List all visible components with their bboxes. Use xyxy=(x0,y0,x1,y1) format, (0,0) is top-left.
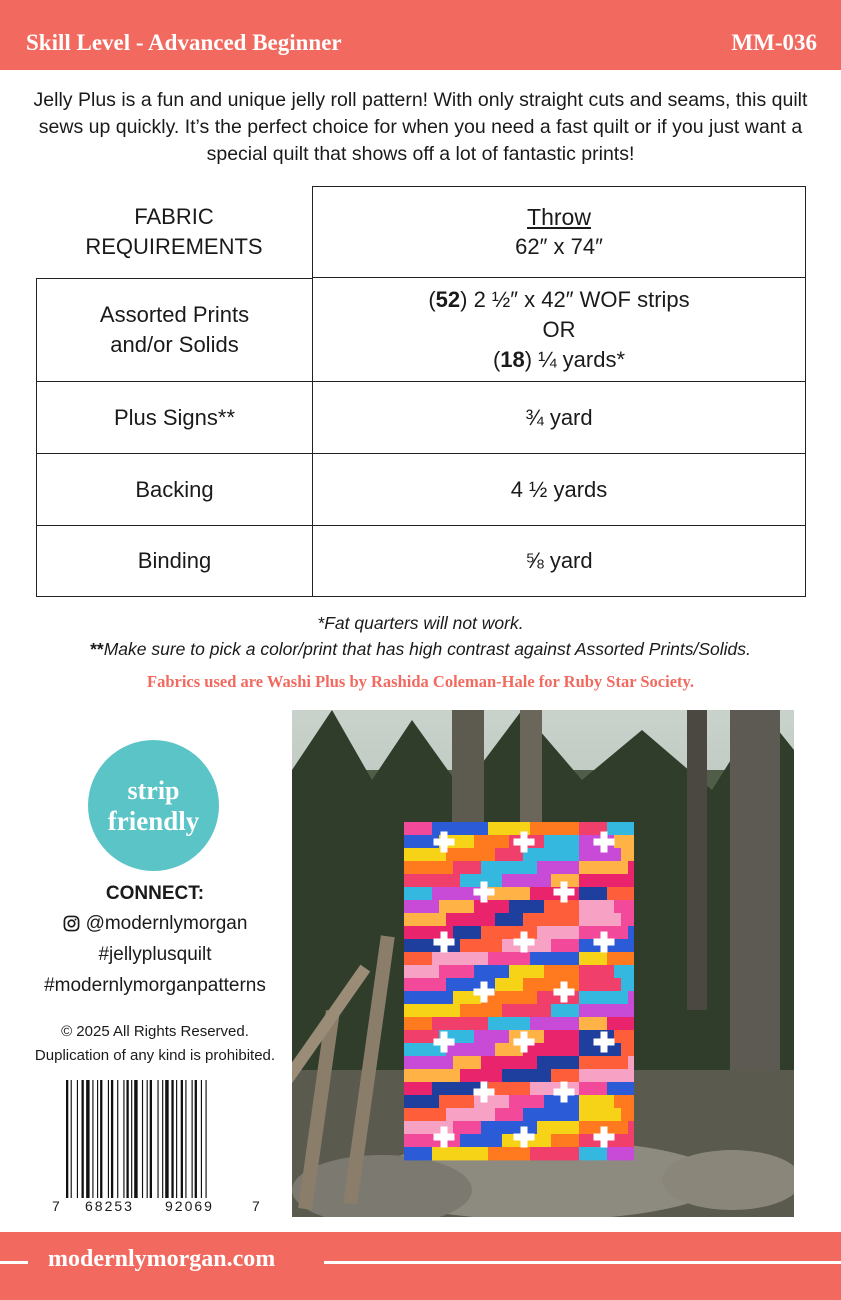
quilt-strip xyxy=(404,1108,446,1121)
quilt-strip xyxy=(439,1095,474,1108)
table-header-row xyxy=(36,186,806,278)
barcode-bar xyxy=(97,1080,98,1198)
quilt-strip xyxy=(404,1056,453,1069)
quilt-strip xyxy=(579,900,614,913)
quilt-strip xyxy=(488,1017,530,1030)
row-value: ⅝ yard xyxy=(312,526,806,597)
footnotes xyxy=(20,610,821,662)
quilt-plus-sign xyxy=(521,832,528,853)
quilt-strip xyxy=(502,1069,551,1082)
quilt-strip xyxy=(404,1069,460,1082)
barcode-bar xyxy=(71,1080,72,1198)
quilt-strip xyxy=(404,900,439,913)
connect-heading: CONNECT: xyxy=(105,883,205,904)
fabric-credit: Fabrics used are Washi Plus by Rashida Coleman-Hale for Ruby Star Society. xyxy=(147,672,694,691)
barcode-bar xyxy=(117,1080,118,1198)
quilt-strip xyxy=(530,952,579,965)
header-size xyxy=(312,186,806,278)
quilt-strip xyxy=(460,939,502,952)
quilt-strip xyxy=(544,965,579,978)
barcode-bar xyxy=(123,1080,124,1198)
row-label-line1: Assorted Prints xyxy=(99,302,250,327)
table-row xyxy=(36,454,806,526)
quilt-strip xyxy=(628,861,634,874)
quilt-strip xyxy=(523,913,579,926)
header-label-line2: REQUIREMENTS xyxy=(85,234,263,259)
quilt-strip xyxy=(495,978,523,991)
quarter-spec: ¼ yards* xyxy=(532,346,626,372)
quilt-strip xyxy=(495,913,523,926)
quilt-strip xyxy=(544,1030,579,1043)
duplication-line: Duplication of any kind is prohibited. xyxy=(34,1047,276,1064)
barcode xyxy=(52,1080,262,1218)
footnote-contrast xyxy=(20,636,821,662)
quilt-strip xyxy=(446,848,495,861)
barcode-bar xyxy=(142,1080,143,1198)
footer-rule-right xyxy=(324,1261,841,1264)
instagram-handle-row xyxy=(40,908,270,939)
barcode-bar xyxy=(150,1080,152,1198)
barcode-bar xyxy=(201,1080,202,1198)
quilt-strip xyxy=(404,1017,432,1030)
footnote-marker: ** xyxy=(90,639,104,659)
quilt-strip xyxy=(579,913,621,926)
quilt-plus-sign xyxy=(481,1082,488,1103)
quilt-strip xyxy=(607,952,634,965)
quilt-plus-sign xyxy=(481,982,488,1003)
quilt-strip xyxy=(446,913,495,926)
badge-line2: friendly xyxy=(107,805,200,836)
header-bar xyxy=(0,0,841,70)
barcode-bar xyxy=(195,1080,197,1198)
barcode-bar xyxy=(206,1080,207,1198)
quilt-plus-sign xyxy=(441,932,448,953)
quilt-strip xyxy=(579,965,614,978)
quilt-strip xyxy=(460,1134,502,1147)
instagram-icon xyxy=(63,915,80,932)
barcode-bar xyxy=(181,1080,183,1198)
quilt-strip xyxy=(488,952,530,965)
quilt-plus-sign xyxy=(441,1127,448,1148)
copyright-line: © 2025 All Rights Reserved. xyxy=(61,1023,249,1040)
row-value xyxy=(312,278,806,382)
quilt-strip xyxy=(404,1095,439,1108)
quilt-strip xyxy=(628,1056,634,1069)
quilt-strip xyxy=(404,822,432,835)
quilt-strip xyxy=(453,861,481,874)
quilt-strip xyxy=(628,926,634,939)
value-line2: OR xyxy=(542,316,576,342)
quilt-strip xyxy=(614,965,634,978)
quilt-strip xyxy=(404,952,432,965)
table-row xyxy=(36,278,806,382)
strip-spec: 2 ½″ x 42″ WOF strips xyxy=(467,286,690,312)
quilt-strip xyxy=(453,926,481,939)
quilt-strip xyxy=(404,861,453,874)
row-value: 4 ½ yards xyxy=(312,454,806,526)
barcode-bars xyxy=(66,1080,246,1198)
quilt-strip xyxy=(579,1147,607,1160)
quilt-strip xyxy=(551,939,579,952)
barcode-bar xyxy=(147,1080,148,1198)
hashtag-patterns: #modernlymorganpatterns xyxy=(44,975,266,996)
barcode-bar xyxy=(185,1080,186,1198)
quilt-strip xyxy=(579,887,607,900)
quilt-strip xyxy=(404,965,439,978)
quilt-strip xyxy=(404,1004,460,1017)
copyright-notice xyxy=(30,1020,280,1068)
quilt-plus-sign xyxy=(601,832,608,853)
instagram-handle[interactable]: @modernlymorgan xyxy=(85,913,248,934)
quilt-strip xyxy=(439,965,474,978)
barcode-bar xyxy=(92,1080,93,1198)
quilt-strip xyxy=(621,848,634,861)
row-label-line2: and/or Solids xyxy=(110,332,239,357)
barcode-bar xyxy=(176,1080,177,1198)
quilt-plus-sign xyxy=(521,932,528,953)
quilt-strip xyxy=(474,900,509,913)
quilt-strip xyxy=(551,1004,579,1017)
quilt-strip xyxy=(579,848,621,861)
quilt-strip xyxy=(621,1108,634,1121)
quilt-strip xyxy=(460,1069,502,1082)
tree-trunk xyxy=(520,710,542,830)
quilt-strip xyxy=(579,1056,628,1069)
quilt-strip xyxy=(607,1082,634,1095)
quilt-strip xyxy=(481,1121,537,1134)
quilt-plus-sign xyxy=(561,982,568,1003)
quilt-strip xyxy=(579,874,634,887)
barcode-bar xyxy=(77,1080,78,1198)
barcode-bar xyxy=(100,1080,102,1198)
quilt-strip xyxy=(502,1004,551,1017)
quilt-plus-sign xyxy=(441,832,448,853)
header-label-line1: FABRIC xyxy=(134,204,214,229)
footer-bar xyxy=(0,1232,841,1300)
quilt-strip xyxy=(607,1147,634,1160)
quilt-strip xyxy=(614,1030,634,1043)
quilt-strip xyxy=(530,1017,579,1030)
quilt-strip xyxy=(481,926,537,939)
quilt-strip xyxy=(537,861,579,874)
quilt-plus-sign xyxy=(441,1032,448,1053)
connect-block xyxy=(40,880,270,1001)
barcode-check-digit: 7 xyxy=(252,1198,260,1214)
quilt-strip xyxy=(453,1056,481,1069)
quilt-strip xyxy=(614,900,634,913)
website-link[interactable]: modernlymorgan.com xyxy=(48,1246,276,1272)
quilt-strip xyxy=(530,822,579,835)
quilt-plus-sign xyxy=(601,1032,608,1053)
quilt-strip xyxy=(474,1095,509,1108)
barcode-bar xyxy=(171,1080,173,1198)
quilt-strip xyxy=(579,952,607,965)
quilt-strip xyxy=(432,822,488,835)
barcode-lead-digit: 7 xyxy=(52,1198,60,1214)
quilt-strip xyxy=(502,874,551,887)
quilt-strip xyxy=(446,1108,495,1121)
footnote-contrast-text: Make sure to pick a color/print that has high contrast against Assorted Prints/Solids. xyxy=(103,639,751,659)
quilt-strip xyxy=(404,887,432,900)
row-label: Binding xyxy=(36,526,312,597)
barcode-bar xyxy=(131,1080,132,1198)
quilt-strip xyxy=(474,1030,509,1043)
barcode-group1: 68253 xyxy=(85,1198,134,1214)
quilt-strip xyxy=(607,822,634,835)
skill-level: Skill Level - Advanced Beginner xyxy=(26,30,342,55)
quilt-strip xyxy=(621,913,634,926)
quilt-strip xyxy=(481,1056,537,1069)
quilt-strip xyxy=(537,1121,579,1134)
quilt-strip xyxy=(509,965,544,978)
quilt-strip xyxy=(621,978,634,991)
barcode-bar xyxy=(86,1080,89,1198)
quilt-strip xyxy=(509,900,544,913)
quilt-strip xyxy=(614,835,634,848)
quilt-strip xyxy=(495,848,523,861)
intro-paragraph: Jelly Plus is a fun and unique jelly roll pattern! With only straight cuts and seams, this quilt sews up quickly. It’s the perfect choice for when you need a fast quilt or if you just want a special quilt that shows off a lot of fantastic prints! xyxy=(33,89,808,165)
quilt-strip xyxy=(495,1108,523,1121)
quilt-strip xyxy=(404,848,446,861)
quilt-plus-sign xyxy=(601,932,608,953)
barcode-bar xyxy=(126,1080,128,1198)
quilt-strip xyxy=(453,1121,481,1134)
quilt-strip xyxy=(460,1004,502,1017)
barcode-bar xyxy=(157,1080,158,1198)
quilt-strip xyxy=(607,1017,634,1030)
quilt-strip xyxy=(404,1147,432,1160)
row-value: ¾ yard xyxy=(312,382,806,454)
barcode-digits xyxy=(52,1196,262,1218)
barcode-bar xyxy=(134,1080,137,1198)
quilt-strip xyxy=(474,965,509,978)
barcode-bar xyxy=(192,1080,193,1198)
quarter-count: 18 xyxy=(500,346,525,372)
quilt-strip xyxy=(474,835,509,848)
quilt-strip xyxy=(488,1147,530,1160)
quilt-strip xyxy=(579,861,628,874)
quilt-strip xyxy=(481,861,537,874)
quilt-strip xyxy=(404,913,446,926)
quilt-strip xyxy=(621,1043,634,1056)
quilt-strip xyxy=(432,952,488,965)
quilt-plus-sign xyxy=(561,882,568,903)
quilt-strip xyxy=(404,991,453,1004)
row-label: Plus Signs** xyxy=(36,382,312,454)
row-label: Backing xyxy=(36,454,312,526)
quilt-strip xyxy=(439,900,474,913)
pattern-code: MM-036 xyxy=(731,30,817,55)
size-name: Throw xyxy=(527,204,591,230)
quilt-strip xyxy=(432,1017,488,1030)
quilt-strip xyxy=(509,1095,544,1108)
quilt-strip xyxy=(579,991,628,1004)
quilt-strip xyxy=(404,874,460,887)
size-dims: 62″ x 74″ xyxy=(515,234,603,259)
barcode-bar xyxy=(165,1080,168,1198)
table-row xyxy=(36,382,806,454)
table-row xyxy=(36,526,806,597)
quilt-strip xyxy=(523,848,579,861)
footnote-fat-quarters: *Fat quarters will not work. xyxy=(317,613,524,633)
strip-friendly-badge xyxy=(88,740,219,871)
quilt-strip xyxy=(579,1108,621,1121)
quilt-strip xyxy=(530,1147,579,1160)
quilt-strip xyxy=(579,978,621,991)
quilt-strip xyxy=(628,991,634,1004)
badge-line1: strip xyxy=(127,775,180,805)
quilt-strip xyxy=(537,926,579,939)
quilt-plus-sign xyxy=(521,1127,528,1148)
tree-trunk xyxy=(687,710,707,1010)
quilt-plus-sign xyxy=(521,1032,528,1053)
quilt-strip xyxy=(579,1095,614,1108)
quilt-strip xyxy=(579,1082,607,1095)
quilt-strip xyxy=(579,1017,607,1030)
quilt-photo-art xyxy=(292,710,794,1217)
value-line1: (52) 2 ½″ x 42″ WOF strips xyxy=(428,286,690,312)
barcode-bar xyxy=(162,1080,163,1198)
footer-rule-left xyxy=(0,1261,28,1264)
quilt-strip xyxy=(537,1056,579,1069)
quilt-strip xyxy=(614,1095,634,1108)
quilt-strip xyxy=(628,1121,634,1134)
quilt-photo xyxy=(292,710,794,1217)
barcode-group2: 92069 xyxy=(165,1198,214,1214)
quilt-strip xyxy=(432,1147,488,1160)
quilt-strip xyxy=(523,1108,579,1121)
strip-count: 52 xyxy=(435,286,461,312)
quilt-plus-sign xyxy=(561,1082,568,1103)
quilt-plus-sign xyxy=(481,882,488,903)
barcode-bar xyxy=(108,1080,109,1198)
quilt-strip xyxy=(579,1004,634,1017)
barcode-bar xyxy=(82,1080,84,1198)
header-label xyxy=(36,186,312,278)
quilt-strip xyxy=(551,1134,579,1147)
hashtag-quilt: #jellyplusquilt xyxy=(98,944,212,965)
tree-trunk xyxy=(730,710,780,1130)
quilt-plus-sign xyxy=(601,1127,608,1148)
quilt-strip xyxy=(404,1082,432,1095)
quilt-strip xyxy=(544,835,579,848)
row-label xyxy=(36,278,312,382)
quilt-strip xyxy=(579,1069,634,1082)
value-line3: (18) ¼ yards* xyxy=(492,346,626,372)
quilt-strip xyxy=(607,887,634,900)
barcode-bar xyxy=(111,1080,113,1198)
quilt xyxy=(404,822,634,1160)
quilt-strip xyxy=(551,1069,579,1082)
quilt-strip xyxy=(404,978,446,991)
barcode-bar xyxy=(66,1080,68,1198)
